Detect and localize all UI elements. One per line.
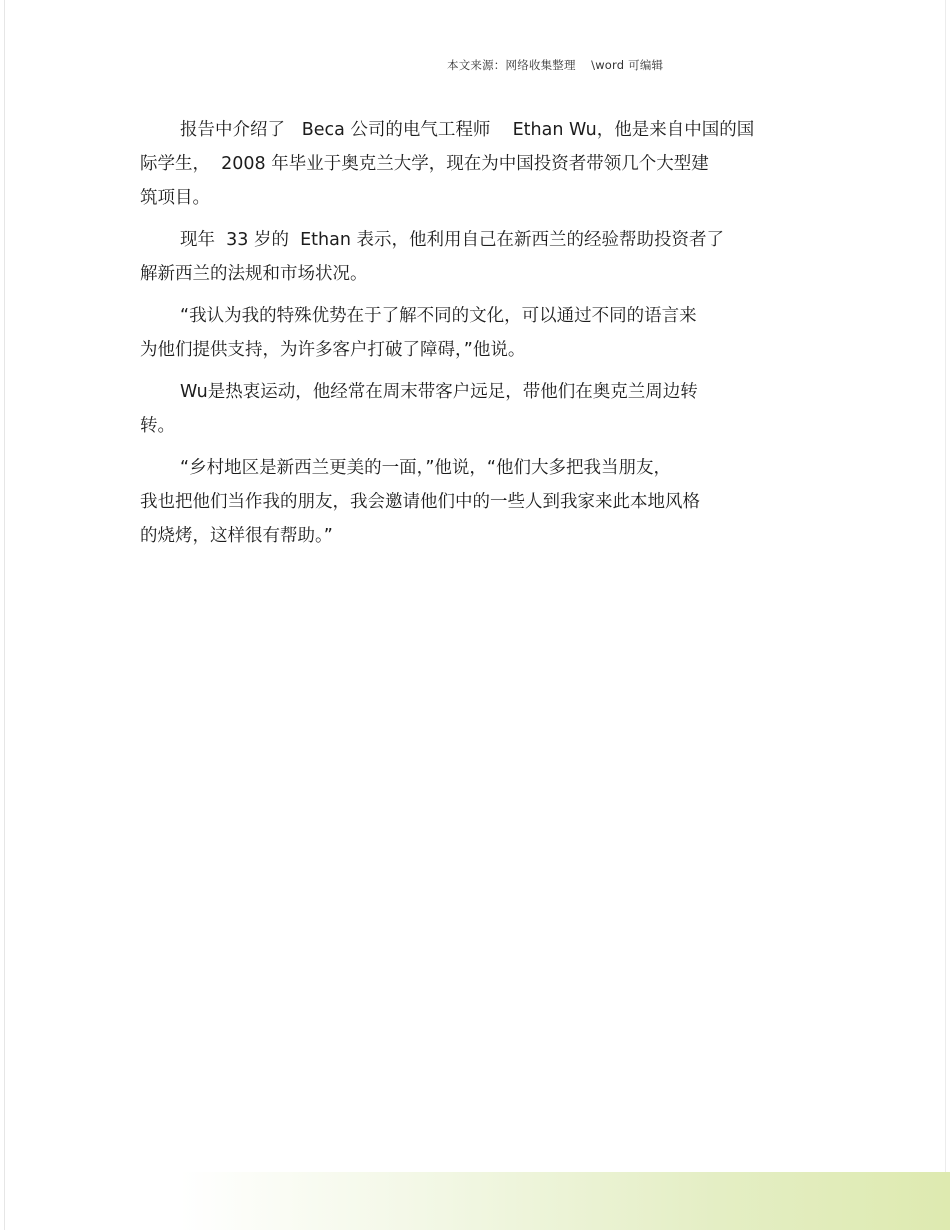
paragraph-line: “乡村地区是新西兰更美的一面，”他说，“他们大多把我当朋友， — [180, 458, 671, 478]
paragraph-line: 我也把他们当作我的朋友，我会邀请他们中的一些人到我家来此本地风格 — [140, 492, 700, 512]
header-source-note: 本文来源：网络收集整理 \word 可编辑 — [447, 58, 664, 72]
paragraph-line: 转。 — [140, 416, 175, 436]
paragraph-line: 现年 33 岁的 Ethan 表示，他利用自己在新西兰的经验帮助投资者了 — [180, 230, 724, 250]
paragraph-5 — [140, 451, 800, 553]
paragraph-line: 筑项目。 — [140, 188, 210, 208]
paragraph-2 — [140, 223, 800, 291]
paragraph-line: 为他们提供支持，为许多客户打破了障碍，”他说。 — [140, 340, 526, 360]
paragraph-line: 的烧烤，这样很有帮助。” — [140, 526, 333, 546]
document-body — [140, 113, 800, 561]
paragraph-line: “我认为我的特殊优势在于了解不同的文化，可以通过不同的语言来 — [180, 306, 697, 326]
paragraph-line: Wu是热衷运动，他经常在周末带客户远足，带他们在奥克兰周边转 — [180, 382, 698, 402]
paragraph-3 — [140, 299, 800, 367]
footer-decorative-band — [180, 1172, 950, 1230]
paragraph-line: 解新西兰的法规和市场状况。 — [140, 264, 368, 284]
page-left-edge — [4, 0, 5, 1230]
paragraph-1 — [140, 113, 800, 215]
paragraph-4 — [140, 375, 800, 443]
paragraph-line: 际学生， 2008 年毕业于奥克兰大学，现在为中国投资者带领几个大型建 — [140, 154, 709, 174]
page-right-edge — [945, 0, 946, 1230]
paragraph-line: 报告中介绍了 Beca 公司的电气工程师 Ethan Wu，他是来自中国的国 — [180, 120, 755, 140]
